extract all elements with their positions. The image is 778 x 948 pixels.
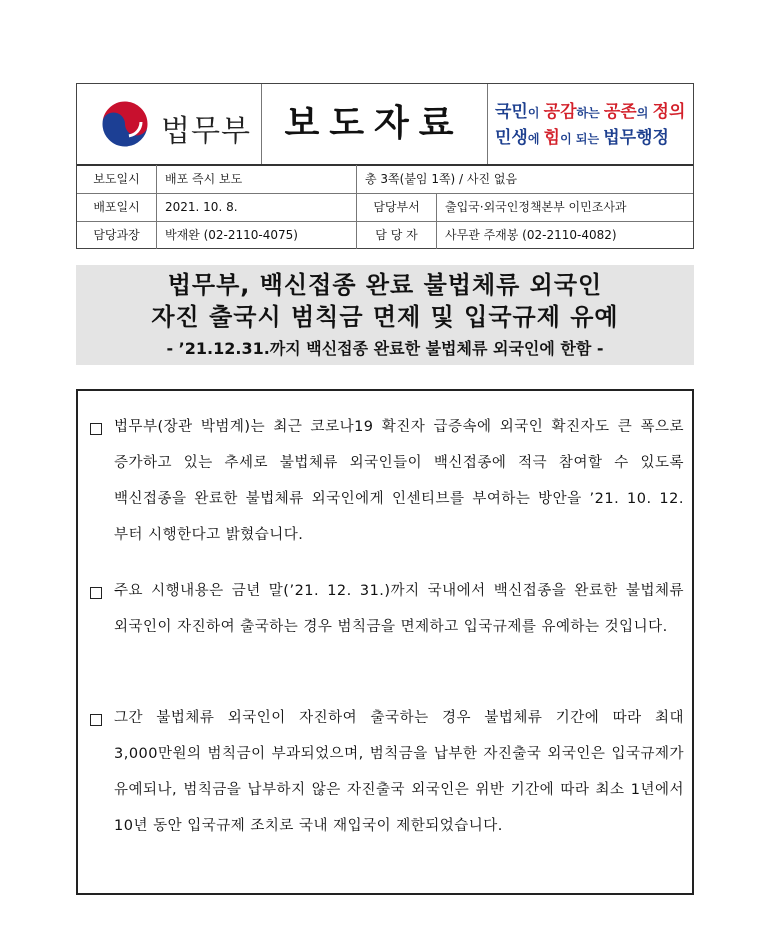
- ministry-slogan: [495, 100, 685, 152]
- taegeuk-emblem-icon: [99, 98, 151, 150]
- slogan-line-2: [495, 126, 685, 152]
- slogan-word: 정의: [652, 102, 686, 122]
- paragraph-text: 법무부(장관 박범계)는 최근 코로나19 확진자 급증속에 외국인 확진자도 큰 폭으로 증가하고 있는 추세로 불법체류 외국인들이 백신접종에 적극 참여할 수 있도록 백신접종을 완료한 불법체류 외국인에게 인센티브를 부여하는 방안을 ’21. 10. 12.부터 시행한다고 밝혔습니다.: [114, 419, 684, 543]
- info-row-contacts: [77, 221, 693, 249]
- document-type-title: 보도자료: [261, 84, 488, 164]
- checkbox-bullet-icon: [90, 587, 102, 599]
- slogan-word: 법무행정: [603, 128, 669, 148]
- slogan-word: 국민: [495, 102, 528, 122]
- paragraph: [84, 573, 684, 645]
- headline-subtitle: - ’21.12.31.까지 백신접종 완료한 불법체류 외국인에 한함 -: [166, 339, 604, 358]
- info-label: 담 당 자: [357, 221, 437, 249]
- info-value: 사무관 주재봉 (02-2110-4082): [445, 228, 617, 242]
- slogan-particle: 이 되는: [560, 132, 604, 146]
- paragraph-text: 그간 불법체류 외국인이 자진하여 출국하는 경우 불법체류 기간에 따라 최대 3,000만원의 범칙금이 부과되었으며, 범칙금을 납부한 자진출국 외국인은 입국규제가 유예되나, 범칙금을 납부하지 않은 자진출국 외국인은 위반 기간에 따라 최소 1년에서 10년 동안 입국규제 조치로 국내 재입국이 제한되었습니다.: [114, 710, 684, 834]
- info-row-distribution-date: [77, 193, 693, 222]
- info-label: 보도일시: [77, 165, 157, 193]
- info-label: 담당과장: [77, 221, 157, 249]
- paragraph: [84, 700, 684, 844]
- slogan-particle: 에: [527, 132, 544, 146]
- checkbox-bullet-icon: [90, 423, 102, 435]
- headline-block: [76, 265, 694, 365]
- info-value: 박재완 (02-2110-4075): [157, 221, 357, 249]
- body-content-box: [76, 389, 694, 895]
- header-top-row: [77, 84, 693, 166]
- slogan-word: 민생: [495, 128, 528, 148]
- paragraph: [84, 409, 684, 553]
- headline-line-2: 자진 출국시 범칙금 면제 및 입국규제 유예: [151, 303, 619, 331]
- headline-line-1: 법무부, 백신접종 완료 불법체류 외국인: [167, 271, 603, 299]
- slogan-word: 힘: [543, 128, 561, 148]
- info-row-release-time: [77, 165, 693, 194]
- ministry-logo-cell: [77, 84, 262, 164]
- slogan-particle: 의: [636, 106, 653, 120]
- ministry-name: 법무부: [161, 114, 251, 149]
- info-label: 배포일시: [77, 193, 157, 221]
- info-label: 담당부서: [357, 193, 437, 221]
- slogan-particle: 하는: [576, 106, 604, 120]
- slogan-line-1: [495, 100, 685, 126]
- info-value: 배포 즉시 보도: [157, 165, 357, 193]
- info-page-count: 총 3쪽(붙임 1쪽) / 사진 없음: [365, 172, 518, 186]
- info-value: 출입국·외국인정책본부 이민조사과: [445, 200, 627, 214]
- slogan-word: 공존: [603, 102, 637, 122]
- paragraph-text: 주요 시행내용은 금년 말(’21. 12. 31.)까지 국내에서 백신접종을 완료한 불법체류 외국인이 자진하여 출국하는 경우 범칙금을 면제하고 입국규제를 유예하는 것입니다.: [114, 583, 684, 635]
- checkbox-bullet-icon: [90, 714, 102, 726]
- press-release-header: [76, 83, 694, 249]
- slogan-particle: 이: [527, 106, 544, 120]
- info-value: 2021. 10. 8.: [157, 193, 357, 221]
- slogan-word: 공감: [543, 102, 577, 122]
